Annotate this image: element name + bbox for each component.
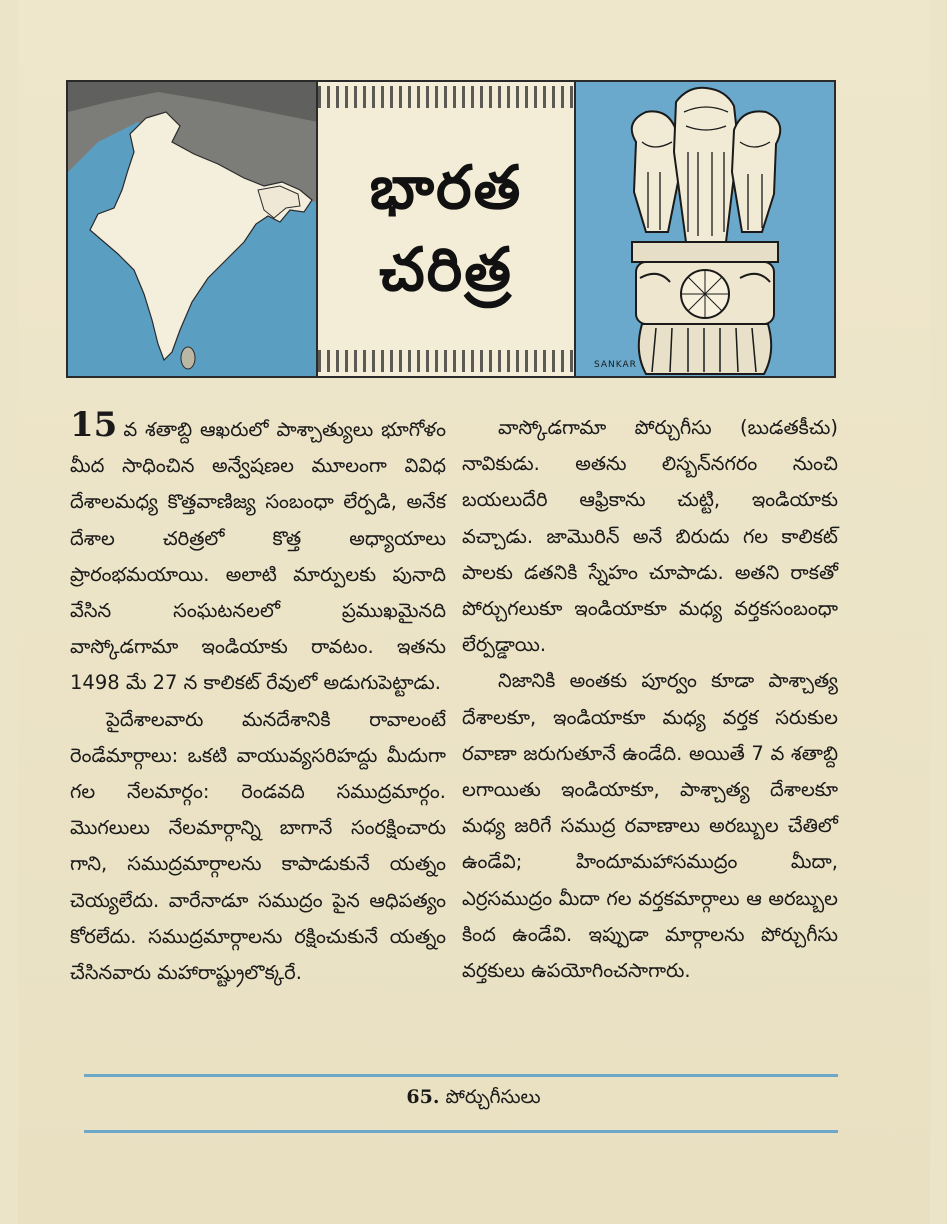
page-footer (0, 1086, 947, 1113)
title-banner (66, 80, 836, 378)
page-number: 65. (406, 1086, 440, 1108)
emblem-panel (576, 82, 834, 376)
title-line-1: భారత (369, 153, 523, 223)
title-line-2: చరిత్ర (379, 235, 513, 305)
decorative-border-bottom (318, 350, 574, 372)
artist-signature: SANKAR (594, 360, 637, 370)
left-paragraph-1-text: వ శతాబ్ది ఆఖరులో పాశ్చాత్యులు భూగోళం మీద సాధించిన అన్వేషణల మూలంగా వివిధ దేశాలమధ్య కొత్తవాణిజ్య సంబంధా లేర్పడి, అనేక దేశాల చరిత్రలో కొత్త అధ్యాయాలు ప్రారంభమయాయి. అలాటి మార్పులకు పునాది వేసిన సంఘటనలలో ప్రముఖమైనది వాస్కోడగామా ఇండియాకు రావటం. ఇతను 1498 మే 27 న కాలికట్ రేవులో అడుగుపెట్టాడు. (70, 418, 446, 695)
right-column (462, 410, 838, 989)
india-map-icon (68, 82, 318, 376)
century-number: 15 (70, 405, 118, 445)
left-paragraph-1 (70, 405, 446, 702)
title-panel (318, 82, 576, 376)
footer-rule-bottom (84, 1130, 838, 1133)
decorative-border-top (318, 86, 574, 108)
chapter-title: పోర్చుగీసులు (445, 1086, 541, 1108)
footer-rule-top (84, 1074, 838, 1077)
lion-capital-emblem-icon (576, 82, 834, 378)
right-paragraph-2: నిజానికి అంతకు పూర్వం కూడా పాశ్చాత్య దేశాలకూ, ఇండియాకూ మధ్య వర్తక సరుకుల రవాణా జరుగుతూనే ఉండేది. అయితే 7 వ శతాబ్ది లగాయితు ఇండియాకూ, పాశ్చాత్య దేశాలకూ మధ్య జరిగే సముద్ర రవాణాలు అరబ్బుల చేతిలో ఉండేవి; హిందూమహాసముద్రం మీదా, ఎర్రసముద్రం మీదా గల వర్తకమార్గాలు ఆ అరబ్బుల కింద ఉండేవి. ఇప్పుడా మార్గాలను పోర్చుగీసు వర్తకులు ఉపయోగించసాగారు. (462, 669, 838, 983)
map-panel (68, 82, 318, 376)
right-paragraph-1: వాస్కోడగామా పోర్చుగీసు (బుడతకీచు) నావికుడు. అతను లిస్బన్‌నగరం నుంచి బయలుదేరి ఆఫ్రికాను చుట్టి, ఇండియాకు వచ్చాడు. జామొరిన్ అనే బిరుదు గల కాలికట్ పాలకు డతనికి స్నేహం చూపాడు. అతని రాకతో పోర్చుగలుకూ ఇండియాకూ మధ్య వర్తకసంబంధా లేర్పడ్డాయి. (462, 416, 838, 657)
left-column (70, 405, 446, 991)
left-paragraph-2: పైదేశాలవారు మనదేశానికి రావాలంటే రెండేమార్గాలు: ఒకటి వాయువ్యసరిహద్దు మీదుగా గల నేలమార్గం: రెండవది సముద్రమార్గం. మొగలులు నేలమార్గాన్ని బాగానే సంరక్షించారు గాని, సముద్రమార్గాలను కాపాడుకునే యత్నం చెయ్యలేదు. వారేనాడూ సముద్రం పైన ఆధిపత్యం కోరలేదు. సముద్రమార్గాలను రక్షించుకునే యత్నం చేసినవారు మహారాష్ట్రులొక్కరే. (70, 707, 446, 985)
